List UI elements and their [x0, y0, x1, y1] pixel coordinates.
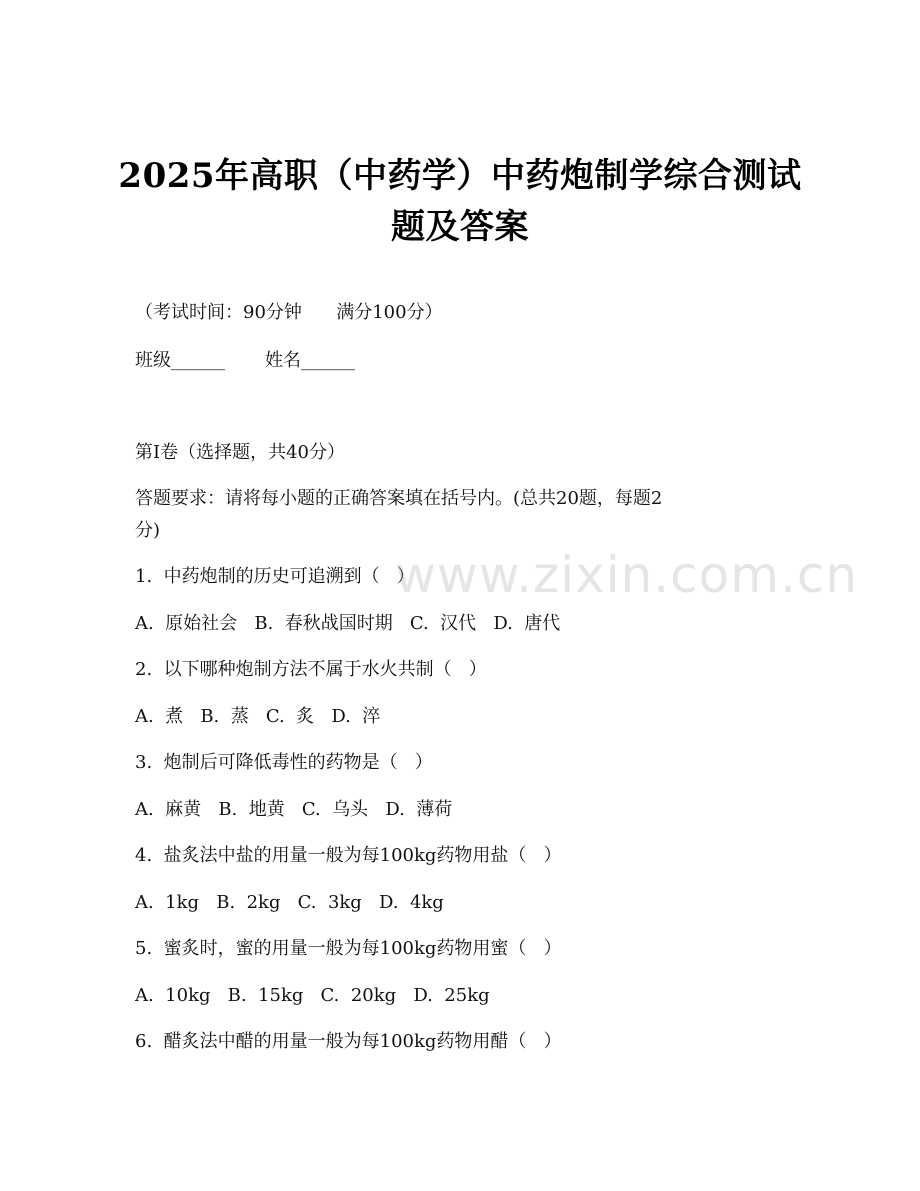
question-5: 5. 蜜炙时，蜜的用量一般为每100kg药物用蜜（ ） [135, 938, 562, 959]
exam-info: （考试时间：90分钟 满分100分） [135, 302, 443, 323]
question-4-options: A. 1kg B. 2kg C. 3kg D. 4kg [135, 892, 444, 913]
document-title-line-1: 2025年高职（中药学）中药炮制学综合测试 [118, 156, 802, 196]
question-1-options: A. 原始社会 B. 春秋战国时期 C. 汉代 D. 唐代 [135, 613, 561, 634]
instructions-line-1: 答题要求：请将每小题的正确答案填在括号内。(总共20题，每题2 [135, 488, 663, 509]
section-title: 第I卷（选择题，共40分） [135, 442, 346, 463]
question-2: 2. 以下哪种炮制方法不属于水火共制（ ） [135, 659, 487, 680]
question-2-options: A. 煮 B. 蒸 C. 炙 D. 淬 [135, 706, 381, 727]
class-name-line: 班级______ 姓名______ [135, 350, 356, 371]
question-3-options: A. 麻黄 B. 地黄 C. 乌头 D. 薄荷 [135, 799, 453, 820]
instructions-line-2: 分) [135, 520, 161, 541]
question-1: 1. 中药炮制的历史可追溯到（ ） [135, 566, 415, 587]
question-3: 3. 炮制后可降低毒性的药物是（ ） [135, 752, 433, 773]
question-5-options: A. 10kg B. 15kg C. 20kg D. 25kg [135, 985, 490, 1006]
document-title-line-2: 题及答案 [391, 207, 529, 247]
watermark-text: www.zixin.com.cn [395, 546, 859, 604]
question-4: 4. 盐炙法中盐的用量一般为每100kg药物用盐（ ） [135, 845, 562, 866]
question-6: 6. 醋炙法中醋的用量一般为每100kg药物用醋（ ） [135, 1031, 562, 1052]
